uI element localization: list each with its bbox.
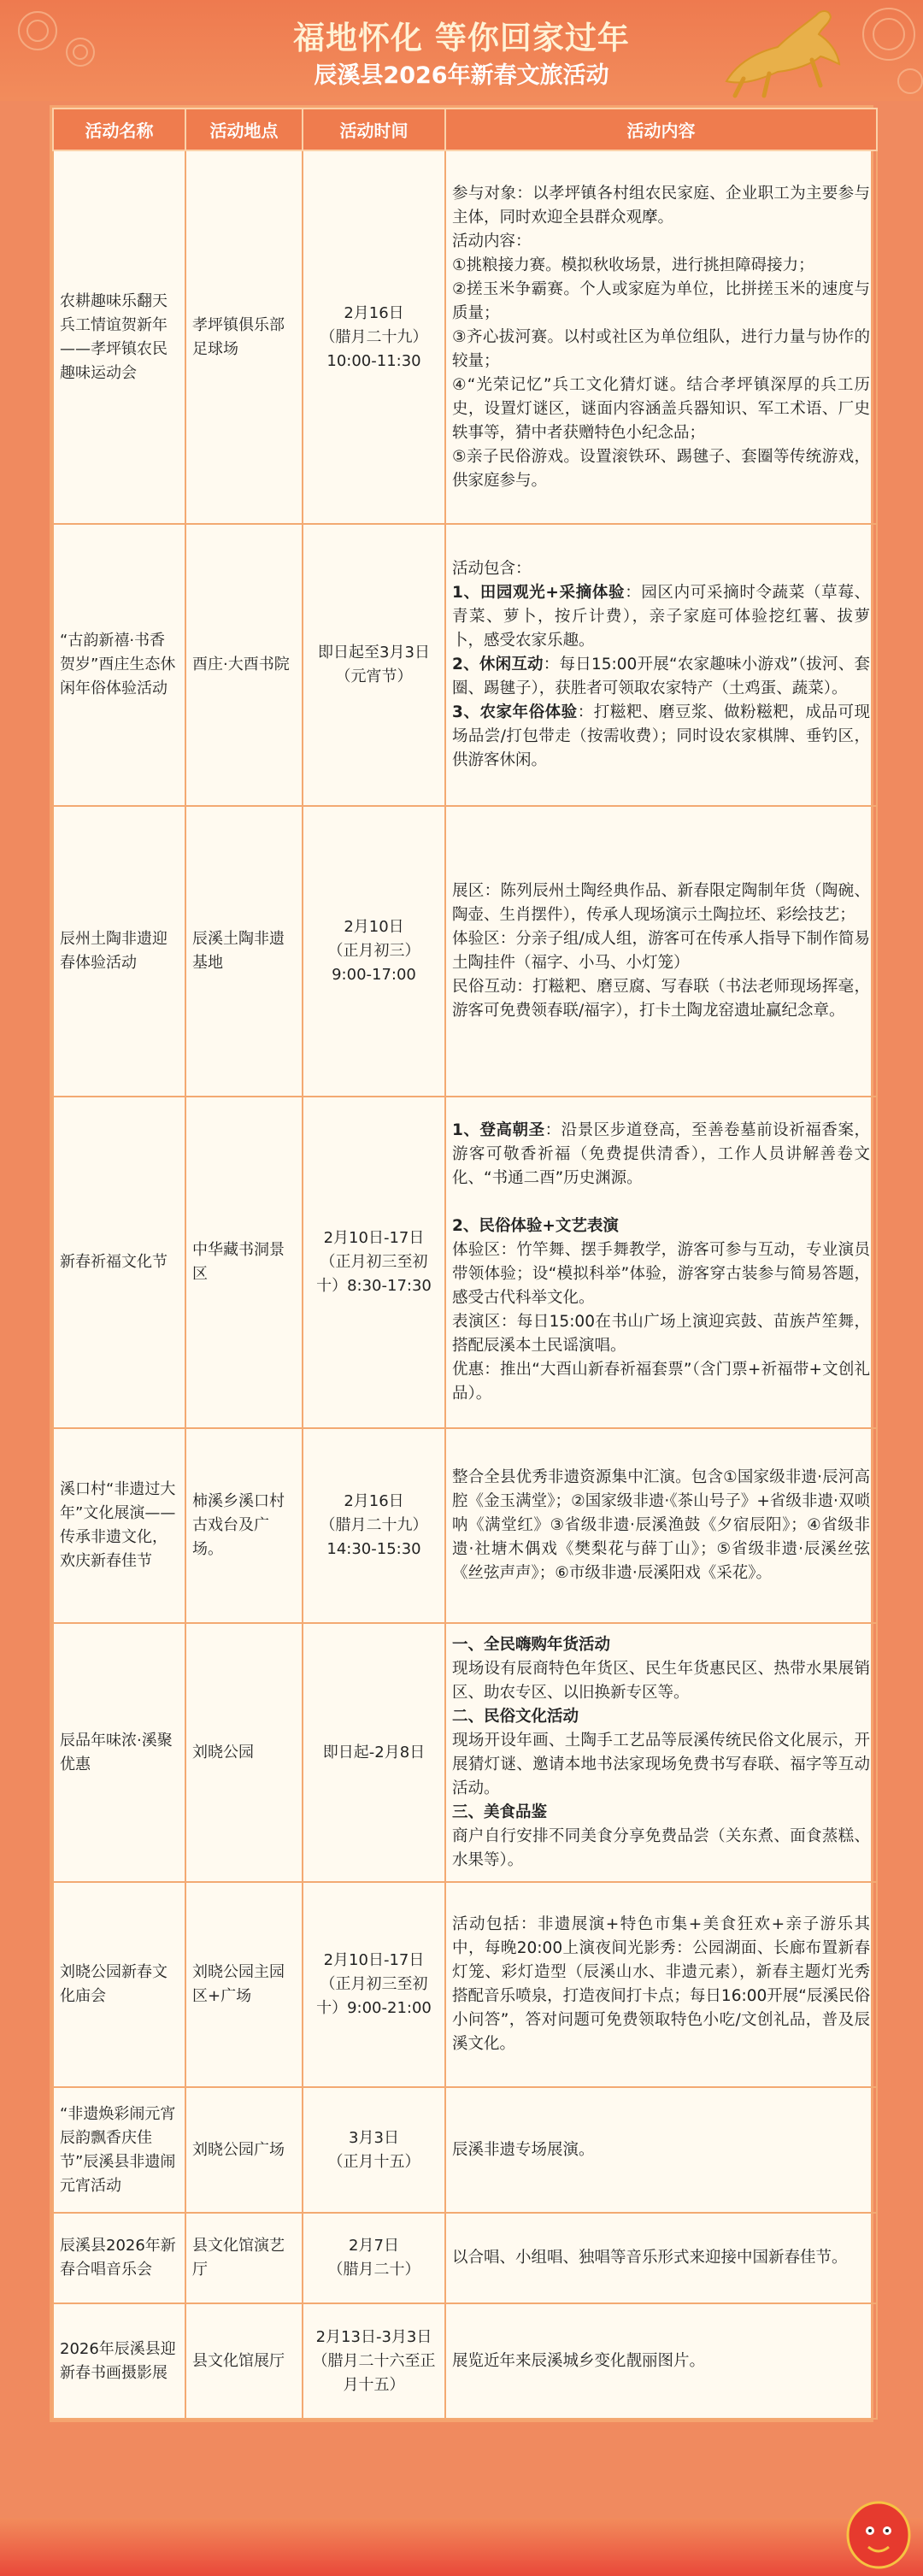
content-text: 辰溪非遗专场展演。 [452,2140,595,2159]
table-row [53,1097,877,1428]
content-text: 整合全县优秀非遗资源集中汇演。包含①国家级非遗·辰河高腔《金玉满堂》；②国家级非遗·《茶山号子》+省级非遗·双唢呐《满堂红》③省级非遗·辰溪渔鼓《夕宿辰阳》；④省级非遗·社塘木偶戏《樊梨花与薛丁山》；⑤省级非遗·辰溪丝弦《丝弦声声》；⑥市级非遗·辰溪阳戏《采花》。 [452,1468,870,1582]
content-paragraph [452,701,870,773]
content-paragraph [452,2138,870,2162]
content-paragraph [452,182,870,230]
content-text: 优惠：推出“大酉山新春祈福套票”（含门票+祈福带+文创礼品）。 [452,1361,870,1403]
table-row [53,1623,877,1882]
content-paragraph [452,1119,870,1191]
content-paragraph [452,653,870,701]
activity-content [445,806,877,1097]
time-line: （正月初三） [327,942,420,960]
activity-time [303,2087,445,2213]
time-line: 2月10日-17日 [323,1951,425,1969]
activity-time [303,1428,445,1623]
activity-content [445,1428,877,1623]
column-header-content: 活动内容 [445,109,877,150]
content-paragraph [452,278,870,326]
page-title: 福地怀化 等你回家过年 [293,20,630,56]
content-text: 体验区：竹竿舞、摆手舞教学，游客可参与互动，专业演员带领体验；设“模拟科举”体验，游客穿古装参与简易答题，感受古代科举文化。 [452,1241,870,1307]
time-line: （腊月二十六至正月十五） [312,2351,436,2394]
activity-time [303,524,445,806]
footer-band [0,2518,923,2576]
content-text: 体验区：分亲子组/成人组，游客可在传承人指导下制作简易土陶挂件（福字、小马、小灯笼） [452,930,870,972]
table-row [53,2087,877,2213]
activity-content [445,524,877,806]
content-paragraph [452,1191,870,1214]
activity-name: 农耕趣味乐翻天兵工情谊贺新年——孝坪镇农民趣味运动会 [53,150,185,524]
table-row [53,1882,877,2087]
content-paragraph [452,927,870,975]
time-line: 10:00-11:30 [326,351,421,370]
content-paragraph [452,445,870,493]
content-paragraph [452,373,870,445]
content-paragraph [452,1238,870,1310]
activity-place: 刘晓公园主园区+广场 [185,1882,303,2087]
time-line: （正月十五） [327,2152,420,2171]
content-paragraph [452,1633,870,1657]
content-heading: 3、农家年俗体验 [452,703,578,721]
content-paragraph [452,1729,870,1801]
activity-name: 2026年辰溪县迎新春书画摄影展 [53,2303,185,2419]
activity-place: 辰溪土陶非遗基地 [185,806,303,1097]
time-line: 2月16日 [344,303,404,322]
content-text: ④“光荣记忆”兵工文化猜灯谜。结合孝坪镇深厚的兵工历史，设置灯谜区，谜面内容涵盖兵器知识、军工术语、厂史轶事等，猜中者获赠特色小纪念品； [452,375,870,442]
content-text: 活动包含： [452,560,532,578]
content-text: ⑤亲子民俗游戏。设置滚铁环、踢毽子、套圈等传统游戏，供家庭参与。 [452,447,870,490]
content-paragraph [452,879,870,927]
content-text: 展览近年来辰溪城乡变化靓丽图片。 [452,2351,706,2370]
content-paragraph [452,1214,870,1238]
content-text: ①挑粮接力赛。模拟秋收场景，进行挑担障碍接力； [452,256,814,274]
time-line: （腊月二十） [327,2261,420,2279]
activity-content [445,1623,877,1882]
content-text: 展区：陈列辰州土陶经典作品、新春限定陶制年货（陶碗、陶壶、生肖摆件），传承人现场演示土陶拉坯、彩绘技艺； [452,882,870,924]
content-paragraph [452,1705,870,1729]
activity-time [303,1882,445,2087]
activity-name: “非遗焕彩闹元宵 辰韵飘香庆佳节”辰溪县非遗闹元宵活动 [53,2087,185,2213]
activity-place: 刘晓公园 [185,1623,303,1882]
activity-content [445,1097,877,1428]
table-row [53,150,877,524]
time-line: 2月13日-3月3日 [315,2327,432,2346]
activity-time [303,1097,445,1428]
activity-content [445,2303,877,2419]
content-paragraph [452,581,870,653]
activity-place: 县文化馆演艺厅 [185,2213,303,2303]
activity-time [303,2213,445,2303]
content-paragraph [452,1913,870,2056]
content-text: ：每日15:00开展“农家趣味小游戏”（拔河、套圈、踢毽子），获胜者可领取农家特产（土鸡蛋、蔬菜）。 [452,656,871,697]
content-text: 商户自行安排不同美食分享免费品尝（关东煮、面食蒸糕、水果等）。 [452,1826,870,1869]
content-paragraph [452,2246,870,2270]
content-text: 活动包括：非遗展演+特色市集+美食狂欢+亲子游乐其中，每晚20:00上演夜间光影秀：公园湖面、长廊布置新春灯笼、彩灯造型（辰溪山水、非遗元素），新春主题灯光秀搭配音乐喷泉，打造夜间打卡点；每日16:00开展“辰溪民俗小问答”，答对问题可免费领取特色小吃/文创礼品，普及辰溪文化。 [452,1915,870,2053]
content-text: 现场设有辰商特色年货区、民生年货惠民区、热带水果展销区、助农专区、以旧换新专区等。 [452,1659,870,1702]
time-line: 2月16日 [344,1492,404,1510]
activity-place: 刘晓公园广场 [185,2087,303,2213]
activity-name: 辰溪县2026年新春合唱音乐会 [53,2213,185,2303]
activity-content [445,1882,877,2087]
column-header-name: 活动名称 [53,109,185,150]
column-header-place: 活动地点 [185,109,303,150]
time-line: 2月7日 [349,2237,399,2255]
table-row [53,2303,877,2419]
activity-place: 酉庄·大酉书院 [185,524,303,806]
content-paragraph [452,975,870,1023]
activity-place: 县文化馆展厅 [185,2303,303,2419]
content-text: ：园区内可采摘时令蔬菜（草莓、青菜、萝卜，按斤计费），亲子家庭可体验挖红薯、拔萝卜，感受农家乐趣。 [452,584,870,650]
content-paragraph [452,1657,870,1705]
table-row [53,2213,877,2303]
activity-name: 辰州土陶非遗迎春体验活动 [53,806,185,1097]
activity-content [445,150,877,524]
content-text: ③齐心拔河赛。以村或社区为单位组队，进行力量与协作的较量； [452,327,870,370]
table-row [53,524,877,806]
lantern-decoration-icon [838,2484,920,2576]
content-paragraph [452,254,870,278]
content-text: 参与对象：以孝坪镇各村组农民家庭、企业职工为主要参与主体，同时欢迎全县群众观摩。 [452,184,870,226]
content-heading: 一、全民嗨购年货活动 [452,1635,611,1654]
content-text: ：打糍粑、磨豆浆、做粉糍粑，成品可现场品尝/打包带走（按需收费）；同时设农家棋牌、垂钓区，供游客休闲。 [452,703,870,769]
page-subtitle: 辰溪县2026年新春文旅活动 [314,62,609,89]
activity-place: 柿溪乡溪口村古戏台及广场。 [185,1428,303,1623]
content-paragraph [452,230,870,254]
time-line: （元宵节） [335,668,413,685]
content-text: 以合唱、小组唱、独唱等音乐形式来迎接中国新春佳节。 [452,2249,848,2267]
content-paragraph [452,1358,870,1406]
content-text: 现场开设年画、土陶手工艺品等辰溪传统民俗文化展示，开展猜灯谜、邀请本地书法家现场免费书写春联、福字等互动活动。 [452,1731,870,1797]
table-row [53,1428,877,1623]
table-row [53,806,877,1097]
activity-place: 中华藏书洞景区 [185,1097,303,1428]
content-paragraph [452,1801,870,1825]
page-header [0,0,923,101]
content-text: ：沿景区步道登高，至善卷墓前设祈福香案，游客可敬香祈福（免费提供清香），工作人员讲解善卷文化、“书通二酉”历史渊源。 [452,1121,870,1187]
content-paragraph [452,2350,870,2373]
activity-table [50,105,873,2422]
time-line: 即日起-2月8日 [322,1743,426,1761]
content-heading: 三、美食品鉴 [452,1803,548,1821]
content-text: 表演区：每日15:00在书山广场上演迎宾鼓、苗族芦笙舞，搭配辰溪本土民谣演唱。 [452,1313,870,1355]
activity-name: 新春祈福文化节 [53,1097,185,1428]
time-line: （正月初三至初十）8:30-17:30 [316,1253,432,1295]
activity-time [303,150,445,524]
content-paragraph [452,1310,870,1358]
time-line: （腊月二十九） [320,1516,428,1534]
content-text: 活动内容： [452,232,532,250]
column-header-time: 活动时间 [303,109,445,150]
time-line: （正月初三至初十）9:00-21:00 [316,1975,432,2017]
activity-place: 孝坪镇俱乐部足球场 [185,150,303,524]
activity-time [303,806,445,1097]
content-heading: 2、民俗体验+文艺表演 [452,1217,619,1235]
activity-name: 溪口村“非遗过大年”文化展演——传承非遗文化，欢庆新春佳节 [53,1428,185,1623]
content-paragraph [452,557,870,581]
content-paragraph [452,1825,870,1873]
content-heading: 1、田园观光+采摘体验 [452,584,626,602]
time-line: 9:00-17:00 [332,966,416,984]
content-paragraph [452,1466,870,1585]
content-heading: 二、民俗文化活动 [452,1707,579,1726]
content-text: ②搓玉米争霸赛。个人或家庭为单位，比拼搓玉米的速度与质量； [452,279,870,322]
table-header-row [53,109,877,150]
content-heading: 2、休闲互动 [452,656,544,673]
activity-name: 辰品年味浓·溪聚优惠 [53,1623,185,1882]
time-line: 3月3日 [349,2128,399,2147]
activity-time [303,2303,445,2419]
activity-content [445,2087,877,2213]
content-text: 民俗互动：打糍粑、磨豆腐、写春联（书法老师现场挥毫，游客可免费领春联/福字），打卡土陶龙窑遗址赢纪念章。 [452,978,870,1020]
time-line: （腊月二十九） [320,327,428,346]
activity-time [303,1623,445,1882]
time-line: 14:30-15:30 [326,1540,421,1558]
time-line: 2月10日 [344,918,404,936]
content-heading: 1、登高朝圣 [452,1121,545,1139]
content-paragraph [452,326,870,373]
activity-content [445,2213,877,2303]
activity-name: 刘晓公园新春文化庙会 [53,1882,185,2087]
activity-name: “古韵新禧·书香贺岁”酉庄生态休闲年俗体验活动 [53,524,185,806]
time-line: 即日起至3月3日 [318,644,430,662]
time-line: 2月10日-17日 [323,1229,425,1247]
